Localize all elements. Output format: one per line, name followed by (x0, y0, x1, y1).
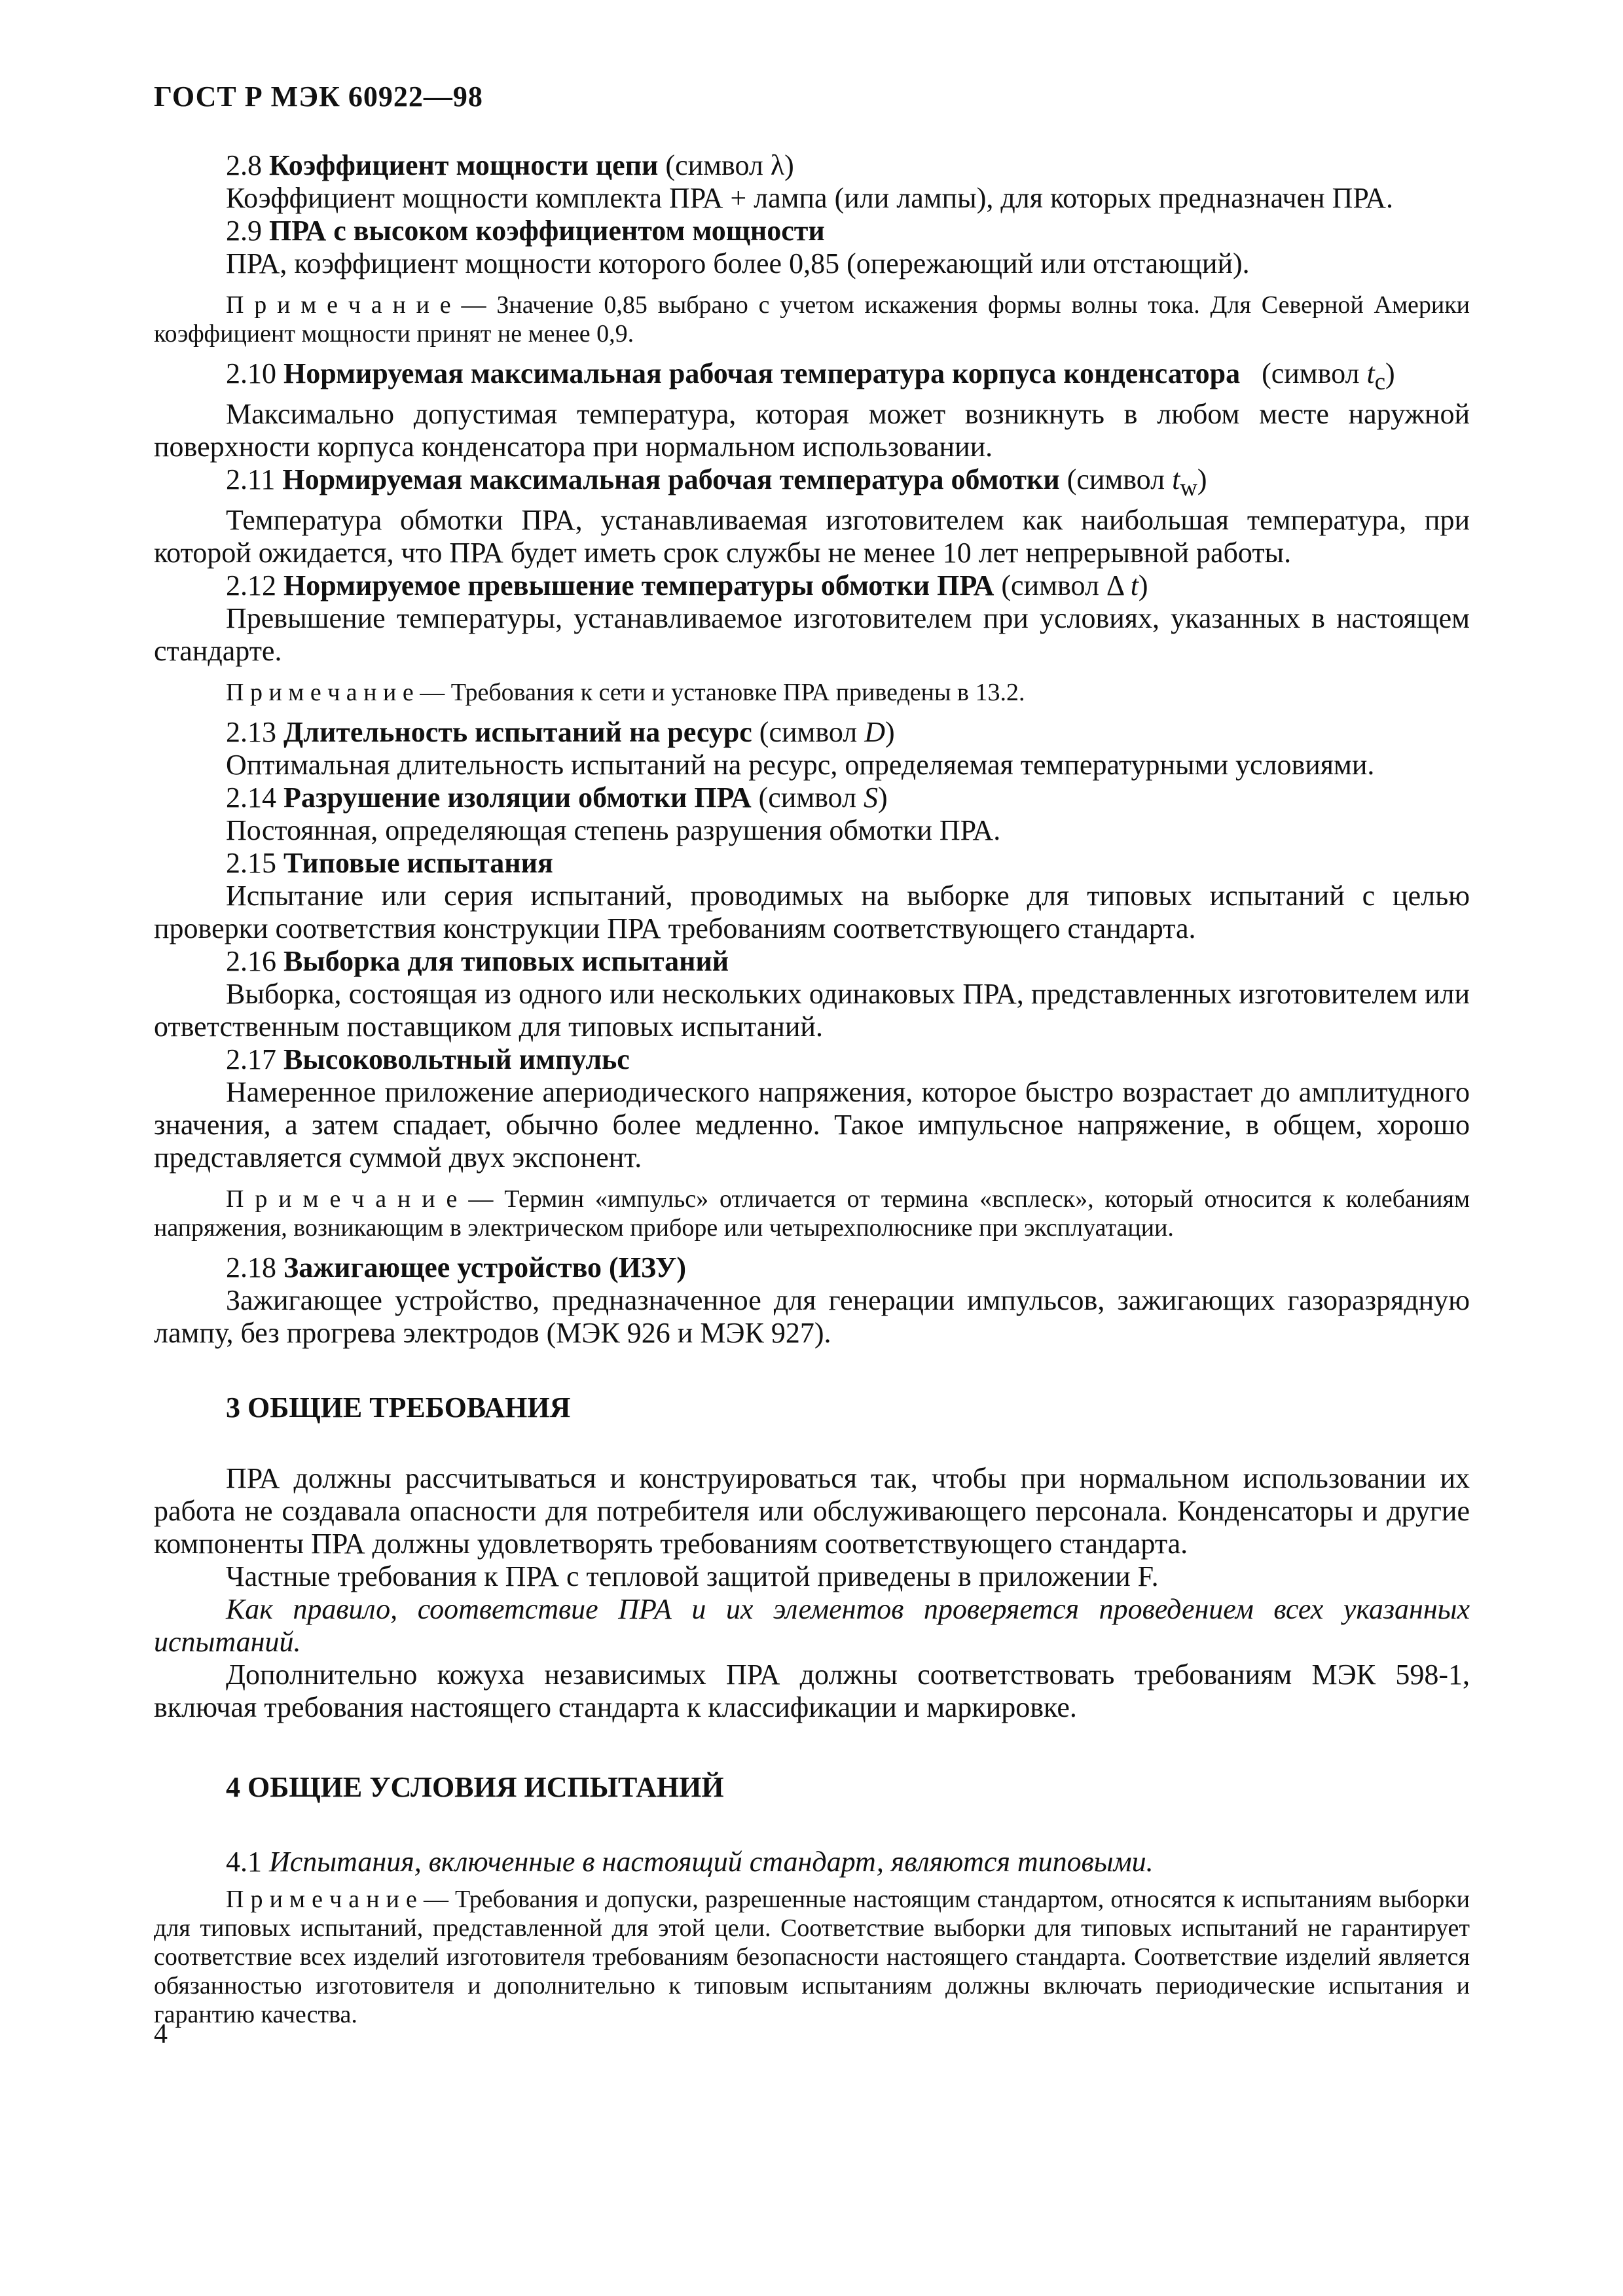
term-2-10: 2.10 Нормируемая максимальная рабочая температура корпуса конденсатора (символ $t_c$) (226, 357, 1395, 395)
term-title: Длительность испытаний на ресурс (283, 715, 752, 748)
note: П р и м е ч а н и е — Требования к сети и установке ПРА приведены в 13.2. (226, 678, 1025, 706)
term-title: Нормируемое превышение температуры обмотки ПРА (283, 569, 994, 601)
term-definition: ПРА, коэффициент мощности которого более 0,85 (опережающий или отстающий). (226, 247, 1250, 279)
term-title: Нормируемая максимальная рабочая температура корпуса конденсатора (283, 357, 1241, 389)
term-2-17: 2.17 Высоковольтный импульс (226, 1043, 630, 1075)
paragraph-italic: Как правило, соответствие ПРА и их элементов проверяется проведением всех указанных испытаний. (154, 1592, 1470, 1658)
term-2-8: 2.8 Коэффициент мощности цепи (символ λ) (226, 149, 794, 181)
section-heading-4: 4 ОБЩИЕ УСЛОВИЯ ИСПЫТАНИЙ (226, 1770, 724, 1803)
note: П р и м е ч а н и е — Требования и допуски, разрешенные настоящим стандартом, относятся к испытаниям выборки для типовых испытаний, представленной для этой цели. Соответствие выборки для типовых испытаний не гарантирует соответствие всех изделий изготовителя требованиям безопасности настоящего стандарта. Соответствие изделий является обязанностью изготовителя и дополнительно к типовым испытаниям должны включать периодические испытания и гарантию качества. (154, 1885, 1470, 2028)
section-heading-3: 3 ОБЩИЕ ТРЕБОВАНИЯ (226, 1391, 571, 1424)
term-2-11: 2.11 Нормируемая максимальная рабочая температура обмотки (символ $t_w$) (226, 463, 1207, 501)
term-definition: Выборка, состоящая из одного или нескольких одинаковых ПРА, представленных изготовителем или ответственным поставщиком для типовых испытаний. (154, 977, 1470, 1043)
term-definition: Коэффициент мощности комплекта ПРА + лампа (или лампы), для которых предназначен ПРА. (226, 182, 1393, 214)
term-2-15: 2.15 Типовые испытания (226, 846, 553, 879)
term-title: Типовые испытания (283, 846, 553, 879)
term-2-16: 2.16 Выборка для типовых испытаний (226, 944, 729, 977)
term-2-13: 2.13 Длительность испытаний на ресурс (символ D) (226, 715, 895, 748)
term-definition: Превышение температуры, устанавливаемое изготовителем при условиях, указанных в настоящем стандарте. (154, 601, 1470, 667)
term-title: Выборка для типовых испытаний (283, 944, 729, 977)
term-2-14: 2.14 Разрушение изоляции обмотки ПРА (символ S) (226, 781, 888, 814)
note: П р и м е ч а н и е — Термин «импульс» отличается от термина «всплеск», который относится к колебаниям напряжения, возникающим в электрическом приборе или четырехполюснике при эксплуатации. (154, 1185, 1470, 1242)
paragraph: Частные требования к ПРА с тепловой защитой приведены в приложении F. (226, 1560, 1159, 1592)
term-definition: Постоянная, определяющая степень разрушения обмотки ПРА. (226, 814, 1001, 846)
note-label: П р и м е ч а н и е — (226, 1885, 448, 1913)
document-header: ГОСТ Р МЭК 60922—98 (154, 81, 483, 113)
clause-4-1: 4.1 Испытания, включенные в настоящий стандарт, являются типовыми. (226, 1845, 1154, 1878)
term-title: ПРА с высоком коэффициентом мощности (269, 215, 825, 247)
term-definition: Испытание или серия испытаний, проводимых на выборке для типовых испытаний с целью проверки соответствия конструкции ПРА требованиям соответствующего стандарта. (154, 879, 1470, 944)
term-definition: Намеренное приложение апериодического напряжения, которое быстро возрастает до амплитудного значения, а затем спадает, обычно более медленно. Такое импульсное напряжение, в общем, хорошо представляется суммой двух экспонент. (154, 1075, 1470, 1174)
note-label: П р и м е ч а н и е — (226, 1185, 494, 1213)
term-title: Нормируемая максимальная рабочая температура обмотки (282, 463, 1060, 495)
term-definition: Оптимальная длительность испытаний на ресурс, определяемая температурными условиями. (226, 748, 1375, 781)
note: П р и м е ч а н и е — Значение 0,85 выбрано с учетом искажения формы волны тока. Для Северной Америки коэффициент мощности принят не менее 0,9. (154, 291, 1470, 348)
term-definition: Температура обмотки ПРА, устанавливаемая изготовителем как наибольшая температура, при которой ожидается, что ПРА будет иметь срок службы не менее 10 лет непрерывной работы. (154, 503, 1470, 569)
note-label: П р и м е ч а н и е — (226, 678, 445, 706)
document-body (154, 149, 1470, 2038)
term-2-9: 2.9 ПРА с высоком коэффициентом мощности (226, 215, 825, 247)
term-2-12: 2.12 Нормируемое превышение температуры обмотки ПРА (символ Δ t) (226, 569, 1148, 601)
term-2-18: 2.18 Зажигающее устройство (ИЗУ) (226, 1251, 686, 1283)
paragraph: Дополнительно кожуха независимых ПРА должны соответствовать требованиям МЭК 598-1, включая требования настоящего стандарта к классификации и маркировке. (154, 1658, 1470, 1723)
term-definition: Максимально допустимая температура, которая может возникнуть в любом месте наружной поверхности корпуса конденсатора при нормальном использовании. (154, 397, 1470, 463)
note-label: П р и м е ч а н и е — (226, 291, 486, 319)
page-number: 4 (154, 2019, 168, 2049)
paragraph: ПРА должны рассчитываться и конструироваться так, чтобы при нормальном использовании их работа не создавала опасности для потребителя или обслуживающего персонала. Конденсаторы и другие компоненты ПРА должны удовлетворять требованиям соответствующего стандарта. (154, 1462, 1470, 1560)
term-title: Разрушение изоляции обмотки ПРА (283, 781, 752, 814)
term-title: Зажигающее устройство (ИЗУ) (283, 1251, 686, 1283)
term-title: Коэффициент мощности цепи (269, 149, 659, 181)
term-definition: Зажигающее устройство, предназначенное для генерации импульсов, зажигающих газоразрядную лампу, без прогрева электродов (МЭК 926 и МЭК 927). (154, 1283, 1470, 1349)
term-title: Высоковольтный импульс (283, 1043, 630, 1075)
